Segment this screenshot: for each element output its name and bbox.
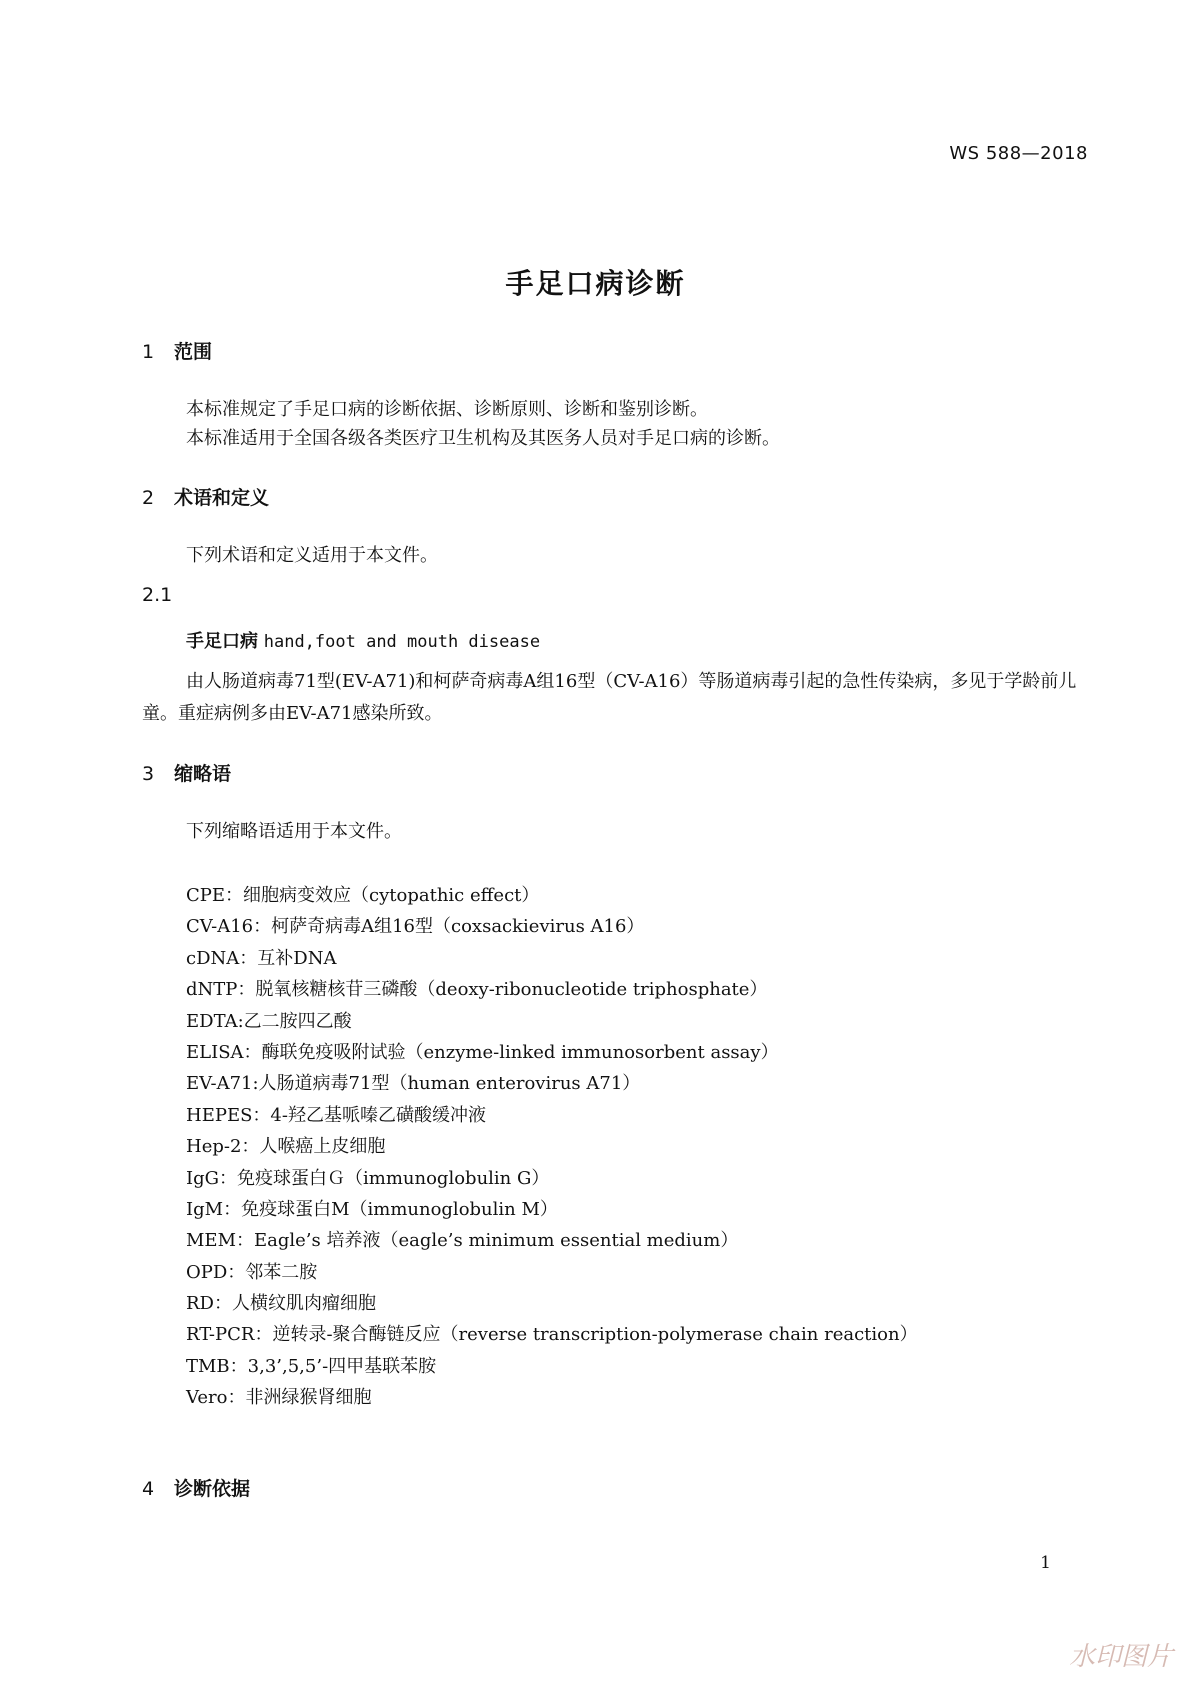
paragraph: 本标准适用于全国各级各类医疗卫生机构及其医务人员对手足口病的诊断。 [186, 428, 780, 449]
list-item: RT-PCR：逆转录-聚合酶链反应（reverse transcription-polymerase chain reaction） [186, 1324, 918, 1346]
list-item: IgG：免疫球蛋白Ｇ（immunoglobulin G） [186, 1167, 550, 1189]
term-english: hand,foot and mouth disease [263, 632, 541, 652]
section-number: 3 [142, 763, 155, 785]
paragraph: 本标准规定了手足口病的诊断依据、诊断原则、诊断和鉴别诊断。 [186, 399, 708, 420]
section-number: 1 [142, 341, 155, 363]
section-title: 范围 [174, 341, 213, 363]
list-item: TMB：3,3’,5,5’-四甲基联苯胺 [186, 1355, 437, 1377]
section-number: 2 [142, 487, 155, 509]
list-item: HEPES：4-羟乙基哌嗪乙磺酸缓冲液 [186, 1104, 486, 1126]
list-item: MEM：Eagle’s 培养液（eagle’s minimum essential medium） [186, 1230, 739, 1252]
section-title: 术语和定义 [174, 487, 270, 509]
list-item: OPD：邻苯二胺 [186, 1261, 318, 1283]
paragraph: 下列术语和定义适用于本文件。 [186, 545, 438, 566]
list-item: ELISA：酶联免疫吸附试验（enzyme-linked immunosorbent assay） [186, 1041, 779, 1063]
section-1-heading [142, 337, 212, 364]
section-4-heading [142, 1474, 250, 1501]
list-item: IgM：免疫球蛋白M（immunoglobulin M） [186, 1198, 558, 1220]
list-item: EV-A71:人肠道病毒71型（human enterovirus A71） [186, 1073, 641, 1095]
list-item: Vero：非洲绿猴肾细胞 [186, 1387, 372, 1409]
section-title: 诊断依据 [174, 1478, 251, 1500]
list-item: Hep-2：人喉癌上皮细胞 [186, 1136, 386, 1158]
abbreviation-list [186, 880, 918, 1414]
list-item: cDNA：互补DNA [186, 947, 337, 969]
section-3-heading [142, 759, 231, 786]
section-number: 4 [142, 1478, 155, 1500]
page-title: 手足口病诊断 [505, 267, 686, 300]
term-entry [186, 627, 540, 653]
list-item: CV-A16：柯萨奇病毒A组16型（coxsackievirus A16） [186, 916, 645, 938]
list-item: EDTA:乙二胺四乙酸 [186, 1010, 352, 1032]
list-item: RD：人横纹肌肉瘤细胞 [186, 1293, 376, 1315]
paragraph: 下列缩略语适用于本文件。 [186, 821, 402, 842]
term-chinese: 手足口病 [186, 631, 258, 652]
page-number: 1 [1040, 1553, 1051, 1573]
document-code: WS 588—2018 [949, 143, 1088, 164]
list-item: CPE：细胞病变效应（cytopathic effect） [186, 885, 540, 906]
watermark-logo: 水印图片 [1068, 1642, 1173, 1672]
section-title: 缩略语 [174, 763, 232, 785]
section-2-heading [142, 483, 269, 510]
term-definition: 由人肠道病毒71型(EV-A71)和柯萨奇病毒A组16型（CV-A16）等肠道病毒引起的急性传染病，多见于学龄前儿童。重症病例多由EV-A71感染所致。 [142, 671, 1077, 724]
list-item: dNTP：脱氧核糖核苷三磷酸（deoxy-ribonucleotide triphosphate） [186, 979, 768, 1001]
subsection-2-1-number: 2.1 [142, 584, 173, 606]
